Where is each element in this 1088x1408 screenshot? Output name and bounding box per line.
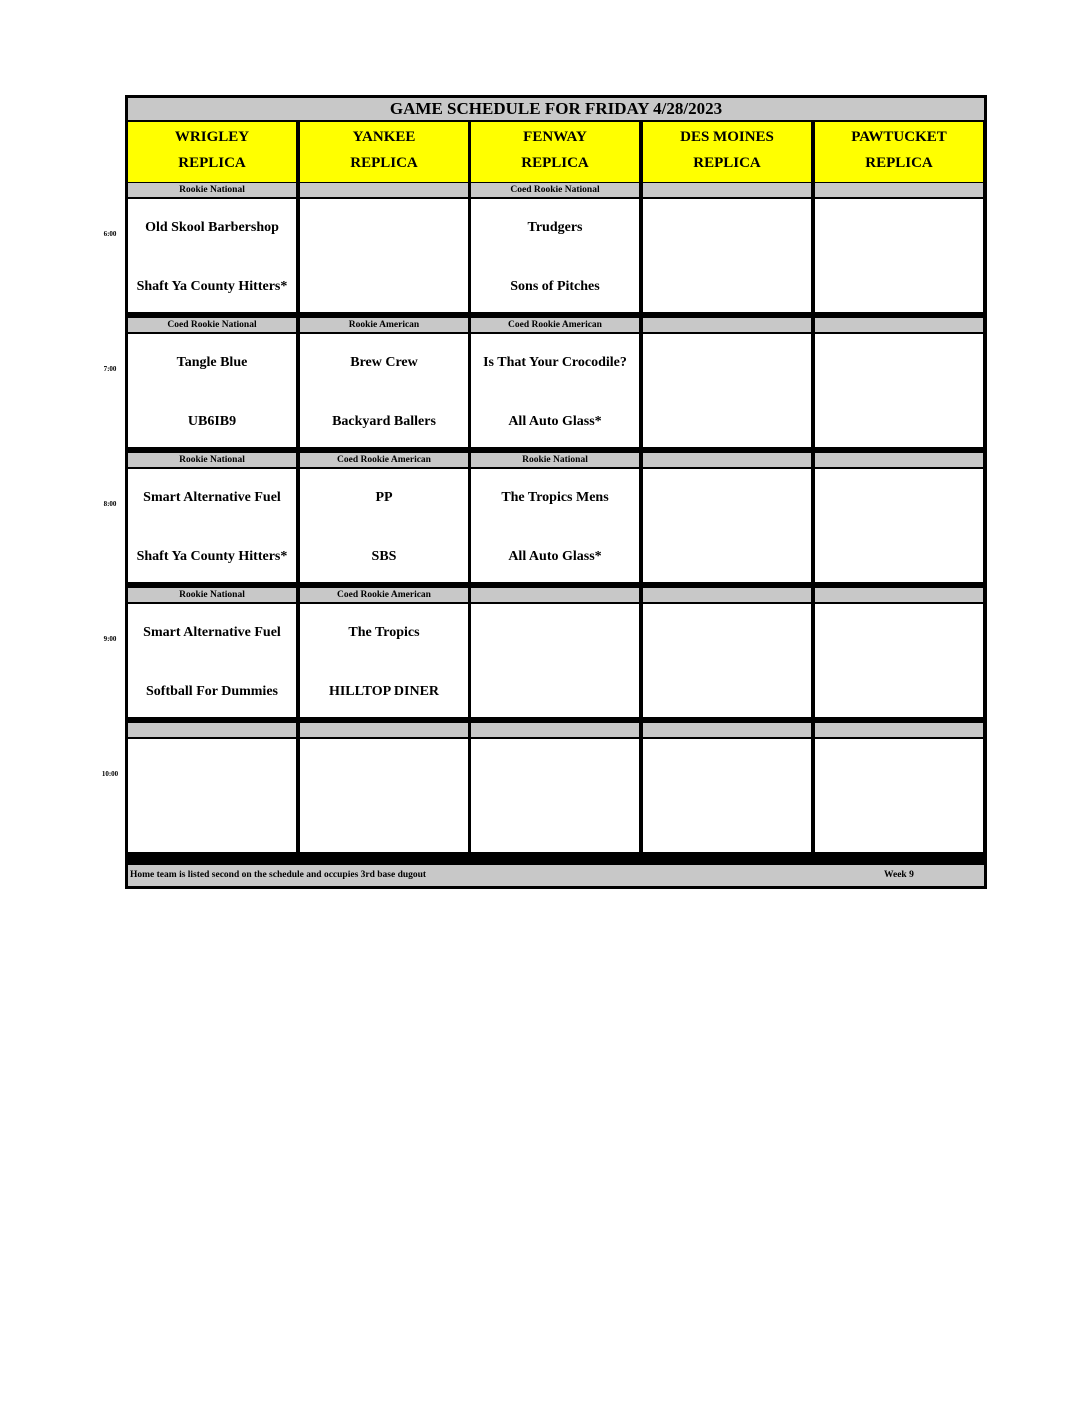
away-team: Smart Alternative Fuel: [143, 625, 281, 640]
schedule-title: GAME SCHEDULE FOR FRIDAY 4/28/2023: [128, 98, 984, 120]
game-cell: [815, 469, 983, 582]
game-cell: [471, 469, 639, 582]
home-team: SBS: [371, 549, 397, 564]
field-name: DES MOINES: [680, 129, 774, 145]
field-subtitle: REPLICA: [350, 155, 418, 171]
week-label: Week 9: [884, 870, 914, 880]
footer-note: Home team is listed second on the schedule and occupies 3rd base dugout: [130, 870, 427, 880]
field-name: YANKEE: [352, 129, 416, 145]
league-label: Rookie National: [128, 588, 296, 602]
home-team: Shaft Ya County Hitters*: [136, 549, 288, 564]
league-label: Rookie National: [128, 453, 296, 467]
game-cell: [471, 739, 639, 852]
game-cell: [300, 604, 468, 717]
league-label: [300, 183, 468, 197]
away-team: Brew Crew: [350, 355, 418, 370]
field-header-3: [471, 122, 639, 182]
game-cell: [128, 469, 296, 582]
field-header-5: [815, 122, 983, 182]
league-label: Coed Rookie American: [300, 453, 468, 467]
league-label: [643, 183, 811, 197]
away-team: Is That Your Crocodile?: [483, 355, 627, 370]
home-team: Shaft Ya County Hitters*: [136, 279, 288, 294]
game-cell: [815, 604, 983, 717]
league-label: [815, 318, 983, 332]
game-cell: [643, 739, 811, 852]
time-label: 9:00: [103, 635, 117, 643]
game-cell: [300, 469, 468, 582]
schedule-footer: [128, 865, 984, 886]
league-label: Coed Rookie American: [300, 588, 468, 602]
away-team: Old Skool Barbershop: [145, 220, 279, 235]
league-label: [815, 453, 983, 467]
game-cell: [471, 199, 639, 312]
league-label: [471, 723, 639, 737]
away-team: Smart Alternative Fuel: [143, 490, 281, 505]
league-label: [815, 588, 983, 602]
league-label: [815, 723, 983, 737]
field-subtitle: REPLICA: [521, 155, 589, 171]
time-label: 8:00: [103, 500, 117, 508]
game-cell: [300, 199, 468, 312]
field-name: WRIGLEY: [174, 129, 250, 145]
field-header-2: [300, 122, 468, 182]
game-cell: [128, 334, 296, 447]
league-label: [815, 183, 983, 197]
league-label: [128, 723, 296, 737]
game-cell: [128, 199, 296, 312]
away-team: The Tropics Mens: [501, 490, 609, 505]
time-label: 6:00: [103, 230, 117, 238]
field-name: FENWAY: [523, 129, 587, 145]
league-label: Coed Rookie National: [128, 318, 296, 332]
league-label: [643, 318, 811, 332]
field-subtitle: REPLICA: [178, 155, 246, 171]
field-header-4: [643, 122, 811, 182]
game-cell: [643, 334, 811, 447]
game-cell: [300, 739, 468, 852]
game-cell: [815, 739, 983, 852]
home-team: HILLTOP DINER: [328, 684, 440, 699]
away-team: PP: [375, 490, 393, 505]
game-cell: [643, 604, 811, 717]
game-cell: [471, 604, 639, 717]
league-label: [643, 453, 811, 467]
league-label: [643, 588, 811, 602]
field-header-1: [128, 122, 296, 182]
game-cell: [643, 199, 811, 312]
league-label: Coed Rookie American: [471, 318, 639, 332]
field-subtitle: REPLICA: [865, 155, 933, 171]
game-cell: [128, 739, 296, 852]
home-team: UB6IB9: [187, 414, 237, 429]
time-label: 10:00: [101, 770, 119, 778]
game-cell: [643, 469, 811, 582]
game-cell: [471, 334, 639, 447]
home-team: Softball For Dummies: [146, 684, 278, 699]
game-cell: [300, 334, 468, 447]
away-team: The Tropics: [348, 625, 420, 640]
away-team: Trudgers: [527, 220, 583, 235]
time-label: 7:00: [103, 365, 117, 373]
game-cell: [815, 199, 983, 312]
home-team: Sons of Pitches: [510, 279, 600, 294]
league-label: Coed Rookie National: [471, 183, 639, 197]
field-name: PAWTUCKET: [851, 129, 947, 145]
league-label: Rookie American: [300, 318, 468, 332]
away-team: Tangle Blue: [176, 355, 248, 370]
home-team: Backyard Ballers: [332, 414, 436, 429]
game-cell: [815, 334, 983, 447]
league-label: [300, 723, 468, 737]
league-label: [471, 588, 639, 602]
league-label: Rookie National: [128, 183, 296, 197]
league-label: Rookie National: [471, 453, 639, 467]
home-team: All Auto Glass*: [508, 549, 602, 564]
league-label: [643, 723, 811, 737]
field-subtitle: REPLICA: [693, 155, 761, 171]
home-team: All Auto Glass*: [508, 414, 602, 429]
schedule-table: [125, 95, 987, 889]
game-cell: [128, 604, 296, 717]
